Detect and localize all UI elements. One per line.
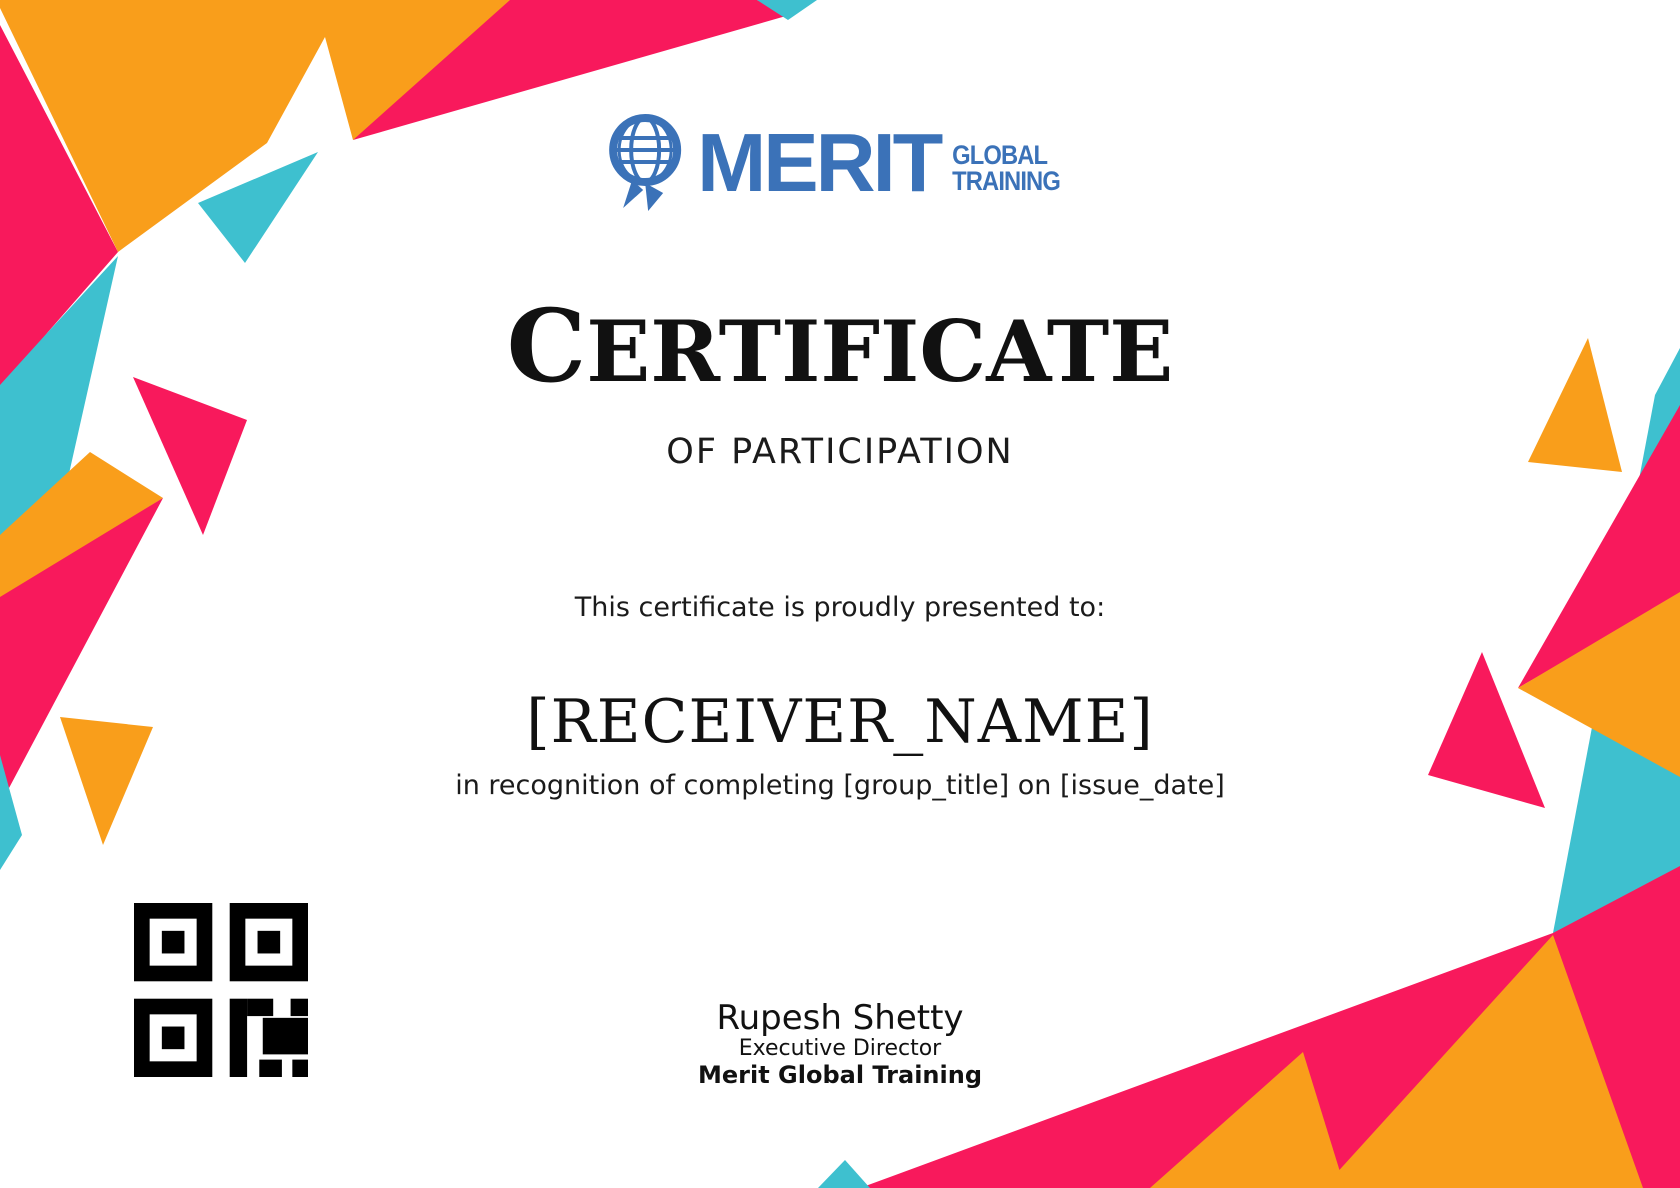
recognition-line: in recognition of completing [group_title] on [issue_date] xyxy=(455,770,1225,801)
title-rest: ERTIFICATE xyxy=(586,302,1174,401)
logo-suffix-text xyxy=(952,140,1061,196)
receiver-name-placeholder: [RECEIVER_NAME] xyxy=(526,687,1154,757)
triangle-bottom-teal-tip xyxy=(818,1160,870,1188)
signature-block xyxy=(0,1000,1680,1090)
logo-brand-text: MERIT xyxy=(697,115,941,209)
globe-with-ribbon-icon xyxy=(605,112,685,212)
certificate-subtitle: OF PARTICIPATION xyxy=(666,432,1014,472)
logo-suffix-line1: GLOBAL xyxy=(952,140,1048,171)
logo-suffix-line2: TRAINING xyxy=(952,166,1061,196)
signer-organization: Merit Global Training xyxy=(698,1061,982,1090)
title-first-letter: C xyxy=(506,287,587,405)
certificate-title xyxy=(0,287,1680,405)
merit-logo xyxy=(605,112,1075,212)
signer-name: Rupesh Shetty xyxy=(716,998,964,1038)
signer-title: Executive Director xyxy=(738,1036,942,1062)
presented-line: This certificate is proudly presented to: xyxy=(574,592,1106,623)
